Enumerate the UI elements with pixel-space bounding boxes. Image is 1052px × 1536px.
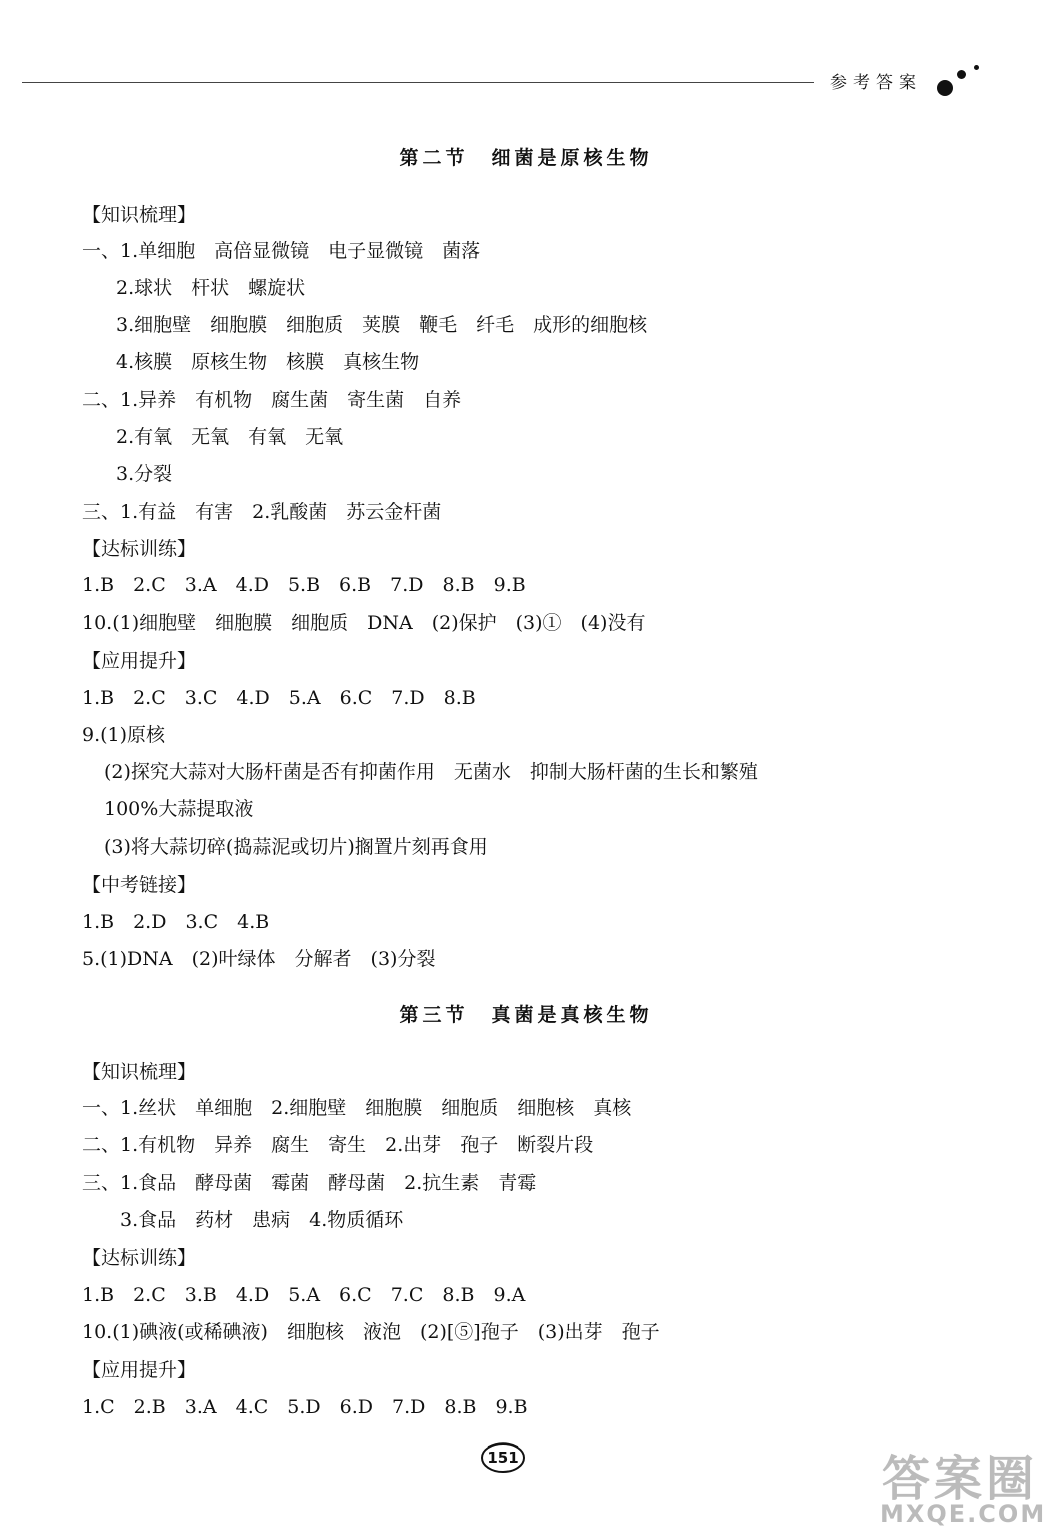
answer-line: 10.(1)碘液(或稀碘液) 细胞核 液泡 (2)[⑤]孢子 (3)出芽 孢子	[82, 1321, 660, 1343]
answer-line: 5.(1)DNA (2)叶绿体 分解者 (3)分裂	[82, 948, 436, 970]
section-title: 第三节 真菌是真核生物	[399, 1004, 653, 1026]
decorative-dots-icon	[935, 62, 995, 102]
watermark-bottom-text: MXQE.COM	[880, 1500, 1047, 1528]
answer-line: 一、1.丝状 单细胞 2.细胞壁 细胞膜 细胞质 细胞核 真核	[82, 1097, 632, 1119]
answer-line: 100%大蒜提取液	[104, 798, 254, 820]
answer-line: 4.核膜 原核生物 核膜 真核生物	[116, 351, 420, 373]
heading-practice: 【达标训练】	[82, 538, 197, 560]
answer-line: 三、1.食品 酵母菌 霉菌 酵母菌 2.抗生素 青霉	[82, 1172, 537, 1194]
section-title: 第二节 细菌是原核生物	[399, 147, 653, 169]
answer-line: 二、1.有机物 异养 腐生 寄生 2.出芽 孢子 断裂片段	[82, 1134, 594, 1156]
heading-knowledge: 【知识梳理】	[82, 204, 197, 226]
answer-line: 二、1.异养 有机物 腐生菌 寄生菌 自养	[82, 389, 462, 411]
answer-line: 一、1.单细胞 高倍显微镜 电子显微镜 菌落	[82, 240, 481, 262]
heading-application: 【应用提升】	[82, 1359, 197, 1381]
answer-line: 1.C 2.B 3.A 4.C 5.D 6.D 7.D 8.B 9.B	[82, 1396, 528, 1418]
answer-line: 10.(1)细胞壁 细胞膜 细胞质 DNA (2)保护 (3)① (4)没有	[82, 612, 646, 634]
page-number: 151	[487, 1449, 519, 1467]
answer-line: 9.(1)原核	[82, 724, 166, 746]
heading-application: 【应用提升】	[82, 650, 197, 672]
answer-line: (3)将大蒜切碎(捣蒜泥或切片)搁置片刻再食用	[104, 836, 488, 858]
page-number-badge	[480, 1441, 526, 1475]
heading-practice: 【达标训练】	[82, 1247, 197, 1269]
answer-line: 3.食品 药材 患病 4.物质循环	[120, 1209, 404, 1231]
header-rule	[22, 82, 814, 83]
answer-line: 2.有氧 无氧 有氧 无氧	[116, 426, 344, 448]
header-label: 参考答案	[830, 73, 922, 93]
answer-line: 1.B 2.C 3.B 4.D 5.A 6.C 7.C 8.B 9.A	[82, 1284, 526, 1306]
answer-line: 三、1.有益 有害 2.乳酸菌 苏云金杆菌	[82, 501, 442, 523]
answer-line: 2.球状 杆状 螺旋状	[116, 277, 306, 299]
heading-exam-link: 【中考链接】	[82, 874, 197, 896]
watermark-logo	[862, 1440, 1047, 1530]
answer-line: 1.B 2.D 3.C 4.B	[82, 911, 270, 933]
answer-line: 1.B 2.C 3.A 4.D 5.B 6.B 7.D 8.B 9.B	[82, 574, 526, 596]
answer-line: 3.细胞壁 细胞膜 细胞质 荚膜 鞭毛 纤毛 成形的细胞核	[116, 314, 648, 336]
answer-line: (2)探究大蒜对大肠杆菌是否有抑菌作用 无菌水 抑制大肠杆菌的生长和繁殖	[104, 761, 758, 783]
heading-knowledge: 【知识梳理】	[82, 1061, 197, 1083]
watermark-top-text: 答案圈	[882, 1451, 1039, 1507]
answer-line: 3.分裂	[116, 463, 173, 485]
answer-line: 1.B 2.C 3.C 4.D 5.A 6.C 7.D 8.B	[82, 687, 476, 709]
